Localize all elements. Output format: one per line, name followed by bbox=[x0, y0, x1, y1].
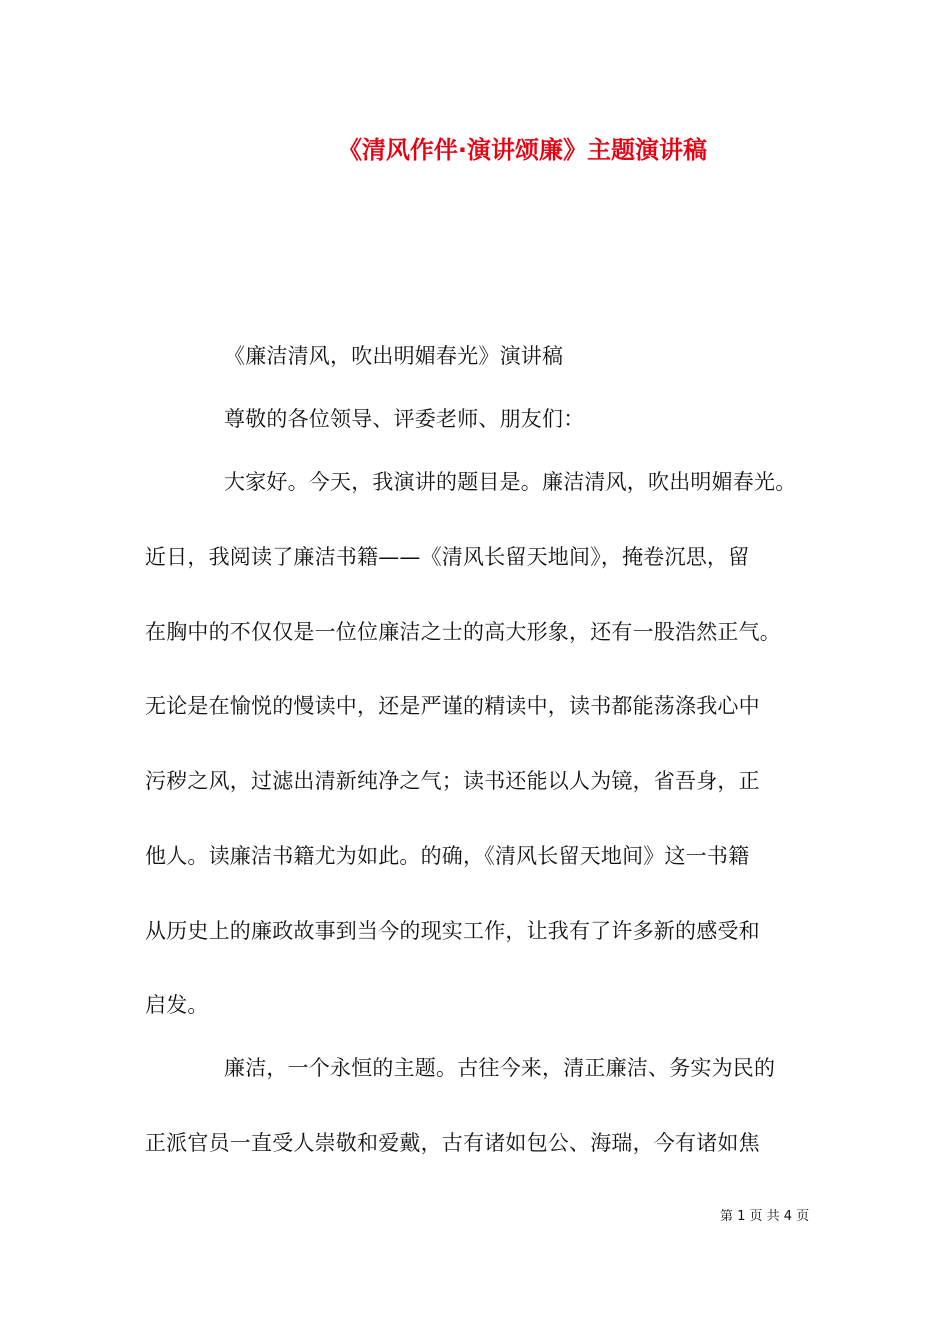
paragraph-line: 无论是在愉悦的慢读中，还是严谨的精读中，读书都能荡涤我心中 bbox=[145, 694, 760, 718]
document-title: 《清风作伴·演讲颂廉》主题演讲稿 bbox=[337, 136, 708, 164]
paragraph-line: 近日，我阅读了廉洁书籍——《清风长留天地间》，掩卷沉思，留 bbox=[145, 545, 750, 569]
page-number-footer: 第 1 页 共 4 页 bbox=[720, 1209, 810, 1224]
paragraph-line: 他人。读廉洁书籍尤为如此。的确，《清风长留天地间》这一书籍 bbox=[145, 844, 750, 868]
paragraph-line: 在胸中的不仅仅是一位位廉洁之士的高大形象，还有一股浩然正气。 bbox=[145, 620, 781, 644]
paragraph-line: 污秽之风，过滤出清新纯净之气；读书还能以人为镜，省吾身，正 bbox=[145, 769, 760, 793]
salutation-line: 尊敬的各位领导、评委老师、朋友们： bbox=[224, 407, 585, 431]
paragraph-line: 廉洁，一个永恒的主题。古往今来，清正廉洁、务实为民的 bbox=[224, 1056, 776, 1080]
paragraph-line: 从历史上的廉政故事到当今的现实工作，让我有了许多新的感受和 bbox=[145, 919, 760, 943]
paragraph-line: 启发。 bbox=[145, 993, 209, 1017]
paragraph-line: 正派官员一直受人崇敬和爱戴，古有诸如包公、海瑞，今有诸如焦 bbox=[145, 1131, 760, 1155]
speech-subtitle: 《廉洁清风，吹出明媚春光》演讲稿 bbox=[224, 344, 564, 368]
paragraph-line: 大家好。今天，我演讲的题目是。廉洁清风，吹出明媚春光。 bbox=[224, 470, 797, 494]
